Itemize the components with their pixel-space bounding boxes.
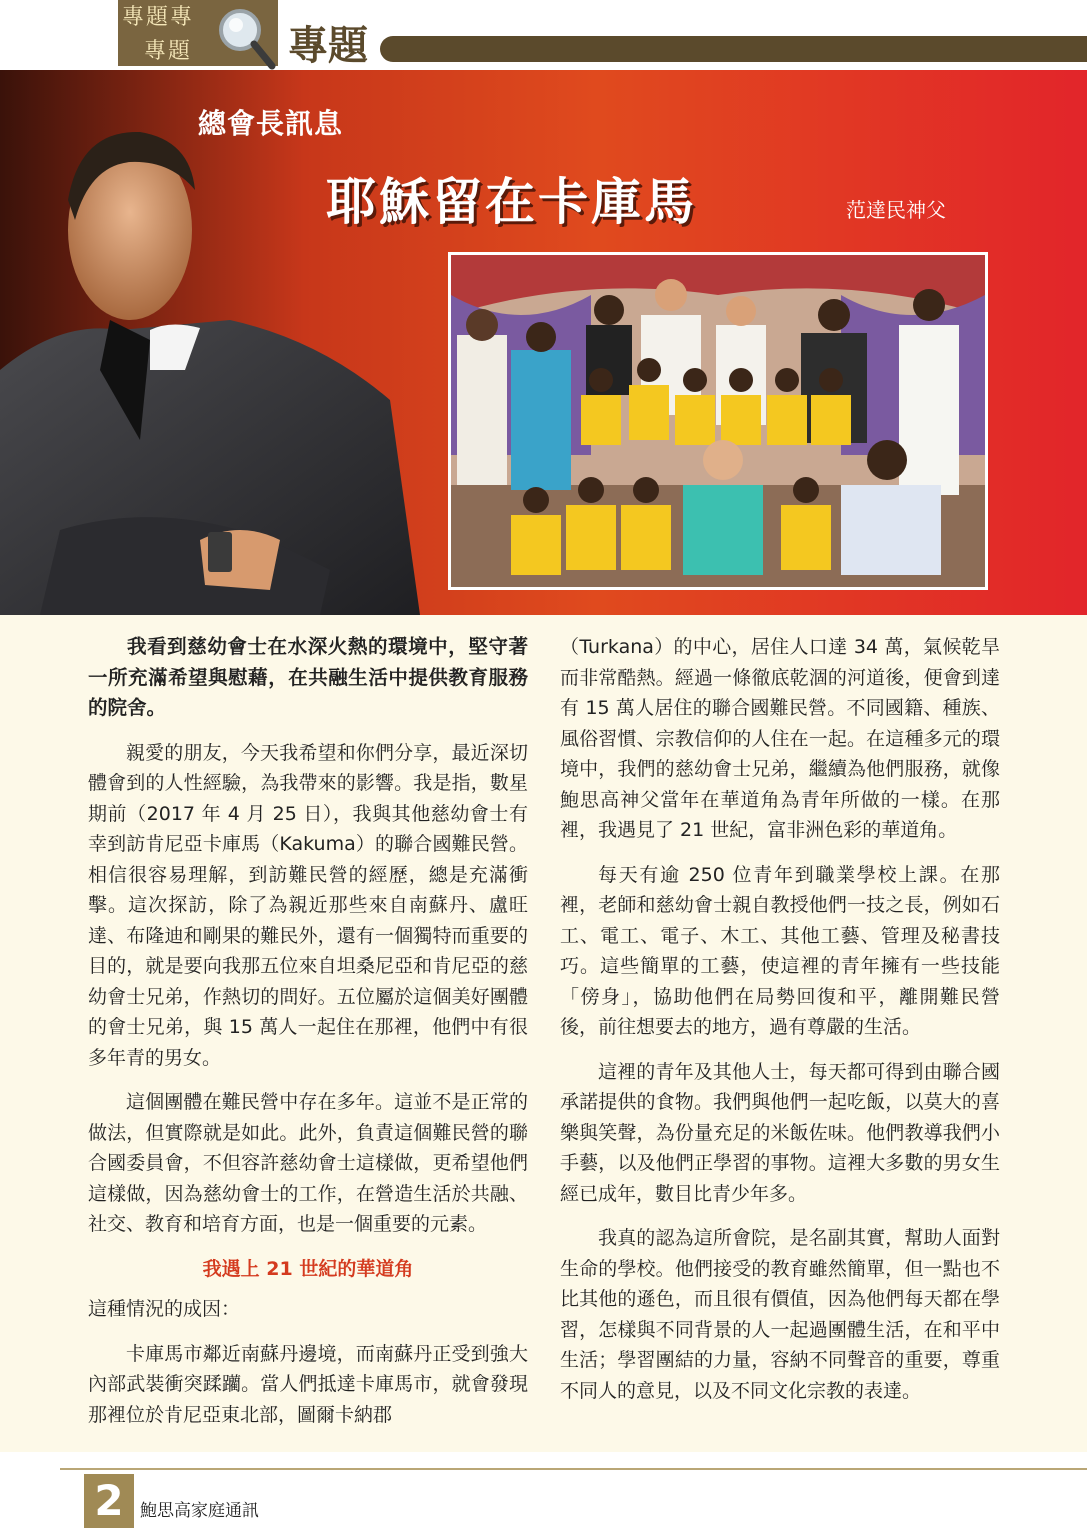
magnifier-icon — [212, 4, 278, 70]
article-author: 范達民神父 — [846, 198, 946, 222]
group-photo-illustration — [451, 255, 985, 587]
body-paragraph: 每天有逾 250 位青年到職業學校上課。在那裡，老師和慈幼會士親自教授他們一技之長，例如石工、電工、電子、木工、其他工藝、管理及秘書技巧。這些簡單的工藝，使這裡的青年擁有一些技能「傍身」，協助他們在局勢回復和平，離開難民營後，前往想要去的地方，過有尊嚴的生活。 — [560, 863, 1000, 1038]
body-paragraph: 這裡的青年及其他人士，每天都可得到由聯合國承諾提供的食物。我們與他們一起吃飯，以莫大的喜樂與笑聲，為份量充足的米飯佐味。他們教導我們小手藝，以及他們正學習的事物。這裡大多數的男女生經已成年，數目比青少年多。 — [560, 1060, 1000, 1205]
body-paragraph: 卡庫馬市鄰近南蘇丹邊境，而南蘇丹正受到強大內部武裝衝突蹂躪。當人們抵達卡庫馬市，就會發現那裡位於肯尼亞東北部，圖爾卡納郡 — [88, 1342, 528, 1426]
footer-divider — [60, 1468, 1087, 1470]
logo-text-line1: 專題專 — [122, 5, 195, 30]
body-paragraph: 這個團體在難民營中存在多年。這並不是正常的做法，但實際就是如此。此外，負責這個難民營的聯合國委員會，不但容許慈幼會士這樣做，更希望他們這樣做，因為慈幼會士的工作，在營造生活於共融、社交、教育和培育方面，也是一個重要的元素。 — [88, 1091, 528, 1235]
body-paragraph: 我真的認為這所會院，是名副其實，幫助人面對生命的學校。他們接受的教育雖然簡單，但一點也不比其他的遜色，而且很有價值，因為他們每天都在學習，怎樣與不同背景的人一起過團體生活，在和平中生活；學習團結的力量，容納不同聲音的重要，尊重不同人的意見，以及不同文化宗教的表達。 — [560, 1227, 1000, 1402]
body-paragraph: （Turkana）的中心，居住人口達 34 萬，氣候乾旱而非常酷熱。經過一條徹底乾涸的河道後，便會到達有 15 萬人居住的聯合國難民營。不同國籍、種族、風俗習慣、宗教信仰的人住在一起。在這種多元的環境中，我們的慈幼會士兄弟，繼續為他們服務，就像鮑思高神父當年在華道角為青年所做的一樣。在那裡，我遇見了 21 世紀，富非洲色彩的華道角。 — [560, 636, 1000, 841]
header-stripe — [380, 36, 1087, 62]
top-bar — [0, 0, 1087, 70]
section-title: 專題 — [288, 23, 368, 69]
logo-text-line2: 專題 — [144, 39, 193, 64]
body-paragraph: 親愛的朋友，今天我希望和你們分享，最近深切體會到的人性經驗，為我帶來的影響。我是指，數星期前（2017 年 4 月 25 日），我與其他慈幼會士有幸到訪肯尼亞卡庫馬（Kakuma）的聯合國難民營。相信很容易理解，到訪難民營的經歷，總是充滿衝擊。這次探訪，除了為親近那些來自南蘇丹、盧旺達、布隆迪和剛果的難民外，還有一個獨特而重要的目的，就是要向我那五位來自坦桑尼亞和肯尼亞的慈幼會士兄弟，作熱切的問好。五位屬於這個美好團體的會士兄弟，與 15 萬人一起住在那裡，他們中有很多年青的男女。 — [88, 741, 528, 1069]
section-subheading: 我遇上 21 世紀的華道角 — [202, 1257, 414, 1280]
portrait-image — [0, 70, 460, 615]
article-title: 耶穌留在卡庫馬 — [326, 173, 697, 231]
page-number: 2 — [84, 1474, 134, 1528]
group-photo — [448, 252, 988, 590]
publication-name: 鮑思高家庭通訊 — [140, 1501, 259, 1521]
hero-banner — [0, 70, 1087, 615]
body-paragraph: 這種情況的成因： — [88, 1298, 241, 1320]
left-column — [88, 632, 528, 1444]
footer — [0, 1452, 1087, 1536]
lead-paragraph: 我看到慈幼會士在水深火熱的環境中，堅守著一所充滿希望與慰藉，在共融生活中提供教育服務的院舍。 — [88, 635, 528, 719]
hero-subtitle: 總會長訊息 — [198, 107, 344, 140]
right-column — [560, 632, 1000, 1420]
